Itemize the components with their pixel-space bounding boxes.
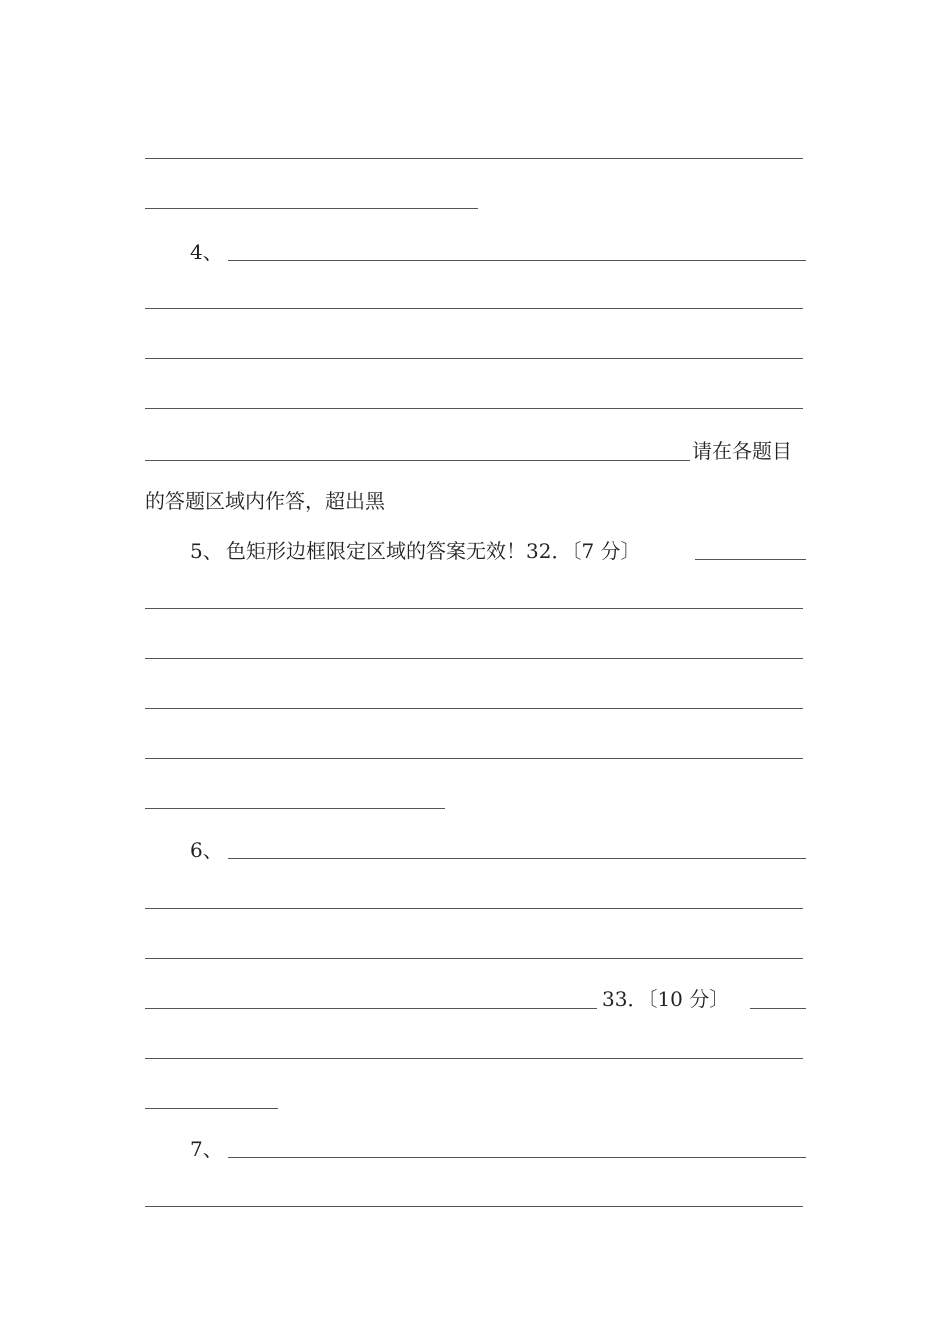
answer-line [145,358,803,359]
answer-line [695,559,806,560]
answer-line [145,1058,803,1059]
answer-line [145,460,690,461]
answer-line [145,808,445,809]
question-5-label: 5、 [190,539,223,563]
answer-line [145,758,803,759]
question-6-label: 6、 [190,838,223,862]
answer-line [145,658,803,659]
answer-line [145,608,803,609]
answer-line [228,858,806,859]
instruction-note-part1: 请在各题目 [692,439,792,463]
answer-line [145,958,803,959]
question-7-label: 7、 [190,1137,223,1161]
answer-line [145,158,803,159]
answer-line [145,408,803,409]
question-5-text: 色矩形边框限定区域的答案无效！32．〔7 分〕 [226,539,641,563]
answer-line [145,1008,597,1009]
answer-line [228,1157,806,1158]
answer-line [750,1008,806,1009]
answer-line [145,908,803,909]
answer-line [145,1206,803,1207]
answer-line [145,708,803,709]
question-4-label: 4、 [190,240,223,264]
answer-line [145,208,478,209]
answer-line [228,260,806,261]
answer-line [145,308,803,309]
answer-line [145,1108,278,1109]
question-33-marker: 33．〔10 分〕 [602,987,730,1011]
instruction-note-part2: 的答题区域内作答，超出黑 [145,489,385,513]
